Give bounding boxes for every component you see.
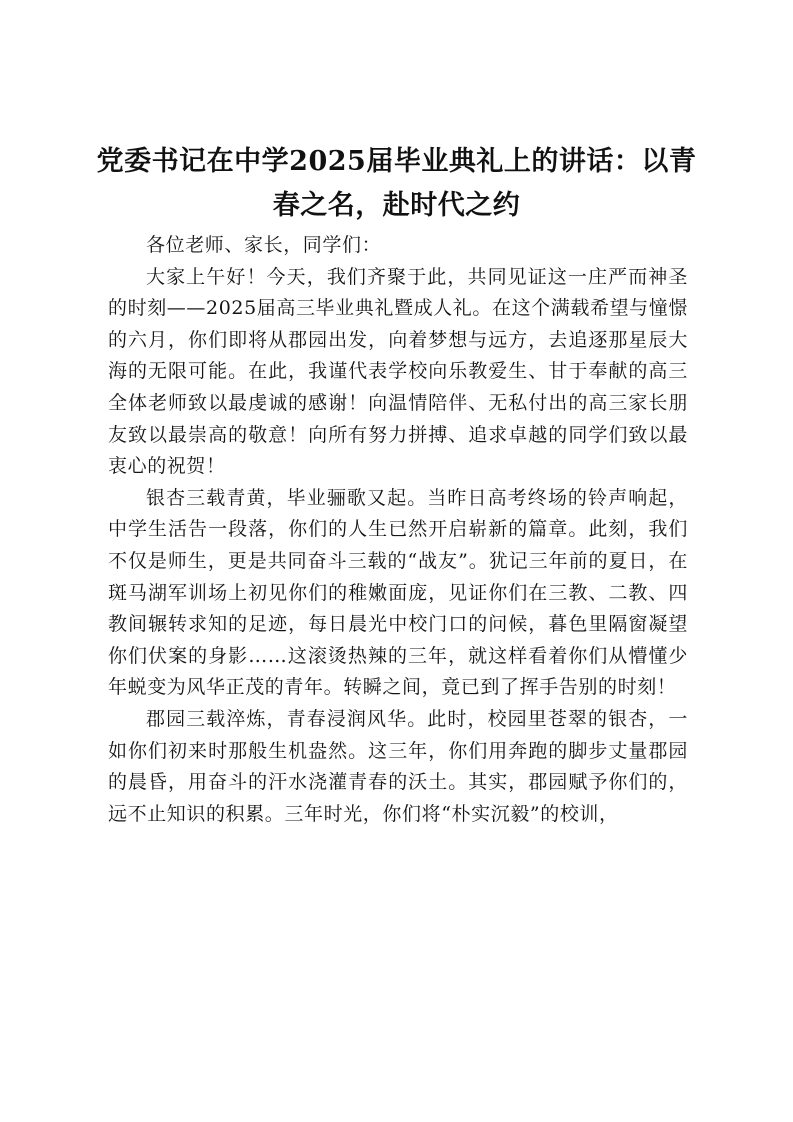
- salutation-paragraph: 各位老师、家长，同学们：: [146, 234, 382, 256]
- document-title: 党委书记在中学2025届毕业典礼上的讲话：以青春之名，赴时代之约: [96, 146, 697, 221]
- body-paragraph: 银杏三载青黄，毕业骊歌又起。当昨日高考终场的铃声响起，中学生活告一段落，你们的人生已然开启崭新的篇章。此刻，我们不仅是师生，更是共同奋斗三载的“战友”。犹记三年前的夏日，在斑马湖军训场上初见你们的稚嫩面庞，见证你们在三教、二教、四教间辗转求知的足迹，每日晨光中校门口的问候，暮色里隔窗凝望你们伏案的身影……这滚烫热辣的三年，就这样看着你们从懵懂少年蜕变为风华正茂的青年。转瞬之间，竟已到了挥手告别的时刻！: [108, 486, 688, 699]
- document-body: [108, 230, 688, 830]
- body-paragraph: 郡园三载淬炼，青春浸润风华。此时，校园里苍翠的银杏，一如你们初来时那般生机盎然。这三年，你们用奔跑的脚步丈量郡园的晨昏，用奋斗的汗水浇灌青春的沃土。其实，郡园赋予你们的，远不止知识的积累。三年时光，你们将“朴实沉毅”的校训，: [108, 707, 688, 825]
- body-paragraph: 大家上午好！今天，我们齐聚于此，共同见证这一庄严而神圣的时刻——2025届高三毕业典礼暨成人礼。在这个满载希望与憧憬的六月，你们即将从郡园出发，向着梦想与远方，去追逐那星辰大海的无限可能。在此，我谨代表学校向乐教爱生、甘于奉献的高三全体老师致以最虔诚的感谢！向温情陪伴、无私付出的高三家长朋友致以最崇高的敬意！向所有努力拼搏、追求卓越的同学们致以最衷心的祝贺！: [108, 265, 688, 478]
